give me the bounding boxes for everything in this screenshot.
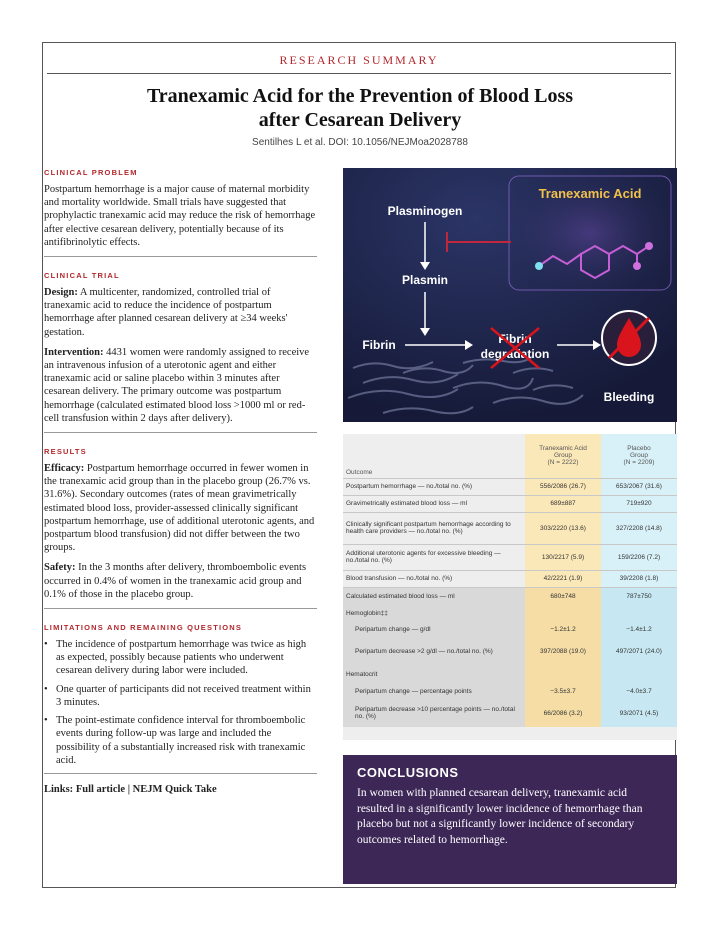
placebo-group-header <box>601 434 677 478</box>
left-column <box>44 168 317 795</box>
txa-header-line: Tranexamic Acid <box>539 445 587 453</box>
full-article-link[interactable]: Full article <box>75 783 126 795</box>
drug-label: Tranexamic Acid <box>538 186 642 201</box>
limitations-list <box>44 638 317 767</box>
safety-paragraph <box>44 561 317 601</box>
table-row <box>343 699 677 727</box>
outcome-cell: Clinically significant postpartum hemorrhage according to health care providers — no./total no. (%) <box>343 512 525 544</box>
plasmin-label: Plasmin <box>401 273 449 287</box>
txa-cell <box>525 665 601 683</box>
design-paragraph <box>44 286 317 339</box>
list-item: • The incidence of postpartum hemorrhage was twice as high as expected, possibly because patients who underwent cesarean delivery during labor were included. <box>44 638 317 678</box>
clinical-trial-heading: CLINICAL TRIAL <box>44 271 120 281</box>
conclusions-box <box>343 755 677 884</box>
results-heading: RESULTS <box>44 447 87 457</box>
txa-cell: −1.2±1.2 <box>525 621 601 637</box>
pl-header-line: Placebo <box>627 445 651 453</box>
outcome-cell: Peripartum decrease >10 percentage points — no./total no. (%) <box>343 699 525 727</box>
list-item: • One quarter of participants did not received treatment within 3 minutes. <box>44 683 317 709</box>
atom-icon <box>633 262 641 270</box>
txa-cell: 397/2088 (19.0) <box>525 637 601 665</box>
design-text: A multicenter, randomized, controlled trial of tranexamic acid to reduce the incidence of postpartum hemorrhage after planned cesarean delivery at ≥34 weeks' gestation. <box>44 287 288 338</box>
txa-cell: 130/2217 (5.9) <box>525 544 601 570</box>
table-row <box>343 587 677 605</box>
txa-group-header <box>525 434 601 478</box>
table-row <box>343 621 677 637</box>
title-line-2: after Cesarean Delivery <box>258 109 462 131</box>
pl-header-line: Group <box>629 452 649 460</box>
intervention-text: 4431 women were randomly assigned to receive an intravenous infusion of a uterotonic agent and either tranexamic acid or saline placebo within 3 minutes after cesarean delivery. The primary outcome was postpartum hemorrhage (calculated estimated blood loss >1000 ml or red-cell transfusion within 2 days after delivery). <box>44 346 310 424</box>
outcome-cell: Hematocrit <box>343 665 525 683</box>
outcome-cell: Gravimetrically estimated blood loss — ml <box>343 495 525 512</box>
links-separator: | <box>125 783 133 795</box>
txa-cell: 303/2220 (13.6) <box>525 512 601 544</box>
table-row <box>343 665 677 683</box>
table-row <box>343 605 677 621</box>
outcome-cell: Blood transfusion — no./total no. (%) <box>343 570 525 587</box>
placebo-cell: 159/2206 (7.2) <box>601 544 677 570</box>
table-row <box>343 683 677 699</box>
placebo-cell: 719±920 <box>601 495 677 512</box>
divider <box>44 773 317 774</box>
conclusions-heading: CONCLUSIONS <box>357 765 459 780</box>
outcome-cell: Peripartum change — percentage points <box>343 683 525 699</box>
limitations-heading: LIMITATIONS AND REMAINING QUESTIONS <box>44 623 243 633</box>
placebo-cell: 497/2071 (24.0) <box>601 637 677 665</box>
divider <box>44 256 317 257</box>
table-row <box>343 512 677 544</box>
divider <box>44 608 317 609</box>
placebo-cell: 93/2071 (4.5) <box>601 699 677 727</box>
txa-cell <box>525 605 601 621</box>
txa-cell: 680±748 <box>525 587 601 605</box>
page-title <box>60 84 660 132</box>
txa-header-line: Group <box>553 452 573 460</box>
outcome-cell: Additional uterotonic agents for excessive bleeding — no./total no. (%) <box>343 544 525 570</box>
title-line-1: Tranexamic Acid for the Prevention of Blood Loss <box>146 85 574 107</box>
safety-label: Safety: <box>44 562 76 574</box>
table-row <box>343 544 677 570</box>
links-line <box>44 784 317 795</box>
table-row <box>343 495 677 512</box>
degradation-label-1: Fibrin <box>498 332 532 346</box>
efficacy-label: Efficacy: <box>44 463 85 475</box>
efficacy-text: Postpartum hemorrhage occurred in fewer women in the tranexamic acid group than in the placebo group (26.7% vs. 31.6%). Secondary outcomes (rates of mean gravimetrically estimated blood loss, provider-assessed clinically significant postpartum hemorrhage, use of additional uterotonic agents, and postpartum blood transfusion) did not differ between the two groups. <box>44 463 315 554</box>
degradation-label-2: degradation <box>480 347 550 361</box>
mechanism-diagram <box>343 168 677 422</box>
atom-icon <box>535 262 543 270</box>
txa-cell: 66/2086 (3.2) <box>525 699 601 727</box>
table-row <box>343 478 677 495</box>
intervention-paragraph <box>44 346 317 425</box>
efficacy-paragraph <box>44 462 317 554</box>
bleeding-label: Bleeding <box>603 390 655 404</box>
table-row <box>343 570 677 587</box>
list-item: • The point-estimate confidence interval for thromboembolic events during follow-up was large and included the possibility of a substantially increased risk with tranexamic acid. <box>44 714 317 767</box>
outcome-cell: Peripartum decrease >2 g/dl — no./total no. (%) <box>343 637 525 665</box>
outcome-header: Outcome <box>346 468 373 476</box>
table-row <box>343 637 677 665</box>
txa-header-line: (N = 2222) <box>547 459 579 467</box>
byline: Sentilhes L et al. DOI: 10.1056/NEJMoa2028788 <box>252 137 468 148</box>
outcome-table <box>343 434 677 727</box>
clinical-problem-heading: CLINICAL PROBLEM <box>44 168 138 177</box>
conclusions-text: In women with planned cesarean delivery, tranexamic acid resulted in a significantly lower incidence of hemorrhage than placebo but not a significantly lower incidence of secondary outcomes related to hemorrhage. <box>357 787 643 846</box>
placebo-cell: 327/2208 (14.8) <box>601 512 677 544</box>
placebo-cell: 653/2067 (31.6) <box>601 478 677 495</box>
placebo-cell <box>601 605 677 621</box>
txa-cell: 689±887 <box>525 495 601 512</box>
outcome-cell: Postpartum hemorrhage — no./total no. (%) <box>343 478 525 495</box>
links-label: Links: <box>44 783 74 795</box>
divider <box>44 432 317 433</box>
outcome-cell: Calculated estimated blood loss — ml <box>343 587 525 605</box>
atom-icon <box>645 242 653 250</box>
intervention-label: Intervention: <box>44 346 104 358</box>
placebo-cell: −4.0±3.7 <box>601 683 677 699</box>
fibrin-label: Fibrin <box>362 338 396 352</box>
quick-take-link[interactable]: NEJM Quick Take <box>132 783 217 795</box>
placebo-cell: 787±750 <box>601 587 677 605</box>
placebo-cell <box>601 665 677 683</box>
safety-text: In the 3 months after delivery, thromboembolic events occurred in 0.4% of women in the tranexamic acid group and 0.1% of those in the placebo group. <box>44 562 307 600</box>
banner: RESEARCH SUMMARY <box>47 46 671 74</box>
mechanism-illustration <box>343 168 677 422</box>
design-label: Design: <box>44 287 78 299</box>
clinical-problem-text: Postpartum hemorrhage is a major cause of maternal morbidity and mortality worldwide. Small trials have suggested that prophylactic tranexamic acid may reduce the risk of hemorrhage after elective cesarean delivery, potentially because of its antifibrinolytic effects. <box>44 184 316 248</box>
txa-cell: −3.5±3.7 <box>525 683 601 699</box>
outcome-table-panel <box>343 434 677 740</box>
placebo-cell: −1.4±1.2 <box>601 621 677 637</box>
outcome-cell: Hemoglobin‡‡ <box>343 605 525 621</box>
placebo-cell: 39/2208 (1.8) <box>601 570 677 587</box>
plasminogen-label: Plasminogen <box>387 204 463 218</box>
pl-header-line: (N = 2209) <box>623 459 655 467</box>
txa-cell: 42/2221 (1.9) <box>525 570 601 587</box>
outcome-cell: Peripartum change — g/dl <box>343 621 525 637</box>
txa-cell: 556/2086 (26.7) <box>525 478 601 495</box>
